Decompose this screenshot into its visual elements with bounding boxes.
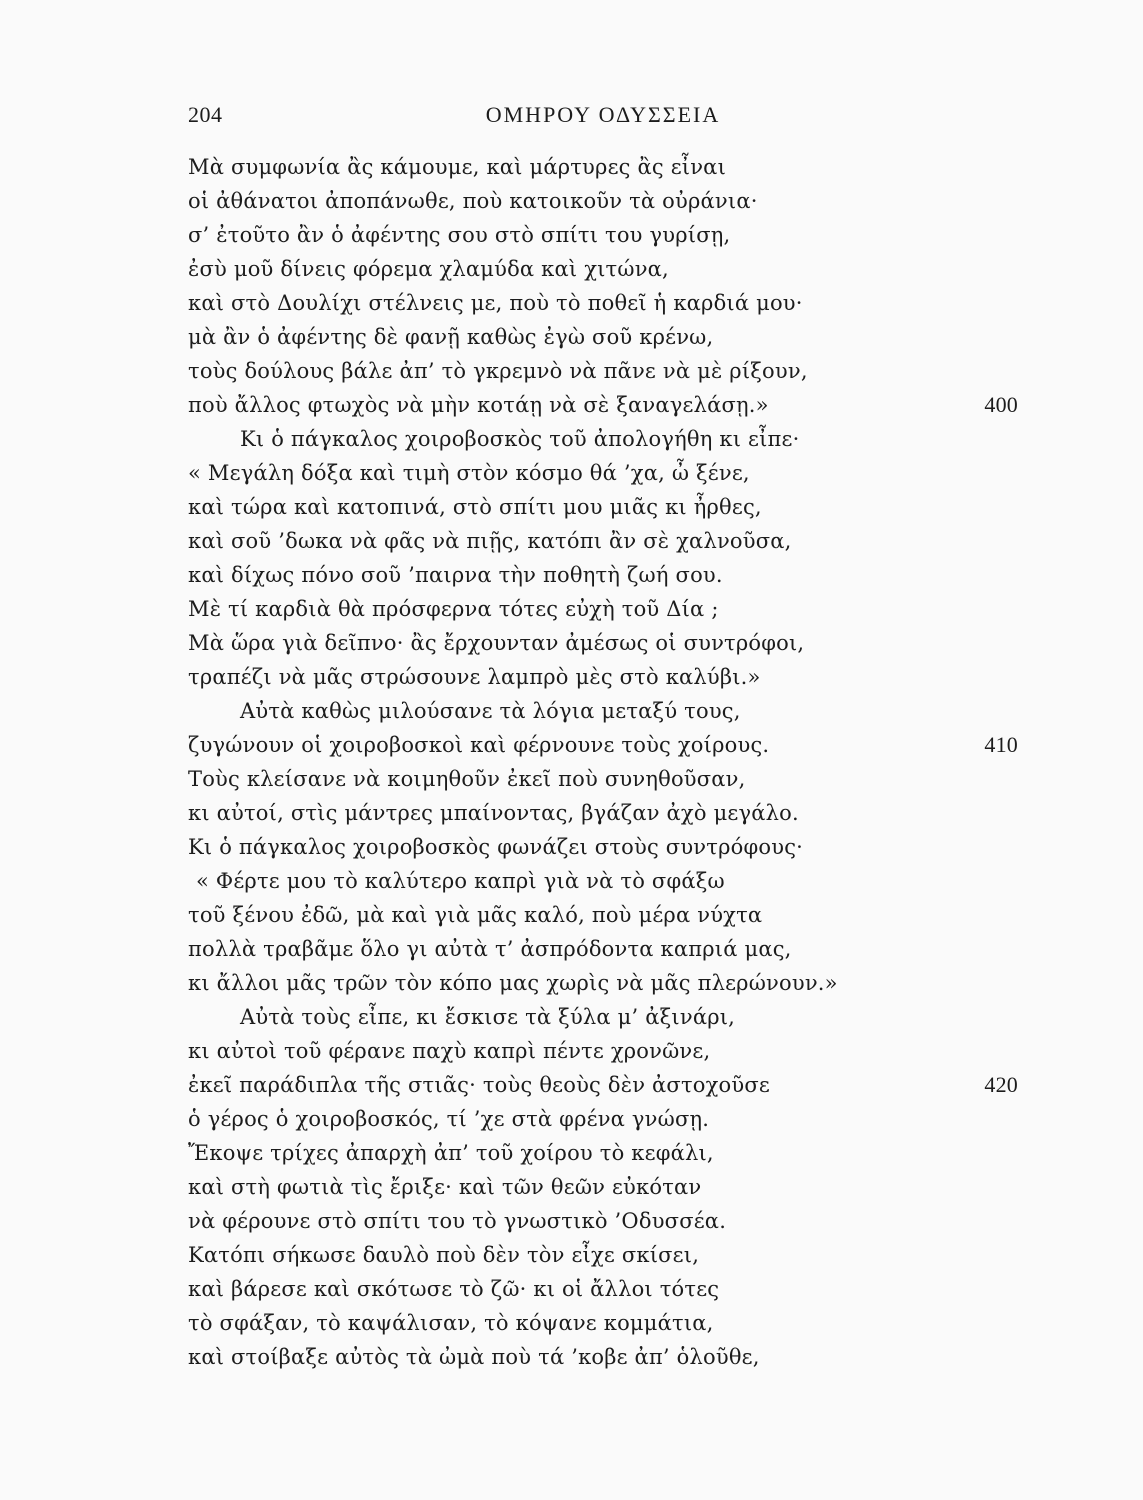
verse-text: Αὐτὰ καθὼς μιλούσανε τὰ λόγια μεταξύ τους,: [240, 699, 741, 723]
verse-line: [188, 320, 1018, 354]
verse-line: [188, 626, 1018, 660]
verse-text: Κατόπι σήκωσε δαυλὸ ποὺ δὲν τὸν εἶχε σκίσει,: [188, 1243, 700, 1267]
verse-text: Ἔκοψε τρίχες ἀπαρχὴ ἀπ’ τοῦ χοίρου τὸ κεφάλι,: [188, 1141, 714, 1165]
verse-text: ποὺ ἄλλος φτωχὸς νὰ μὴν κοτάῃ νὰ σὲ ξαναγελάσῃ.»: [188, 393, 769, 417]
running-title: ΟΜΗΡΟΥ ΟΔΥΣΣΕΙΑ: [485, 102, 721, 127]
verse-line: [188, 728, 1018, 762]
verse-text: κι αὐτοί, στὶς μάντρες μπαίνοντας, βγάζαν ἀχὸ μεγάλο.: [188, 801, 799, 825]
verse-line: [188, 796, 1018, 830]
verse-line: [188, 864, 1018, 898]
verse-line: [188, 966, 1018, 1000]
verse-text: καὶ βάρεσε καὶ σκότωσε τὸ ζῶ· κι οἱ ἄλλοι τότες: [188, 1277, 720, 1301]
page-header: [188, 102, 1018, 138]
verse-line: [188, 898, 1018, 932]
verse-text: τοῦ ξένου ἐδῶ, μὰ καὶ γιὰ μᾶς καλό, ποὺ μέρα νύχτα: [188, 903, 763, 927]
verse-text: οἱ ἀθάνατοι ἀποπάνωθε, ποὺ κατοικοῦν τὰ οὐράνια·: [188, 189, 758, 213]
verse-text: τραπέζι νὰ μᾶς στρώσουνε λαμπρὸ μὲς στὸ καλύβι.»: [188, 665, 761, 689]
verse-text: ἐσὺ μοῦ δίνεις φόρεμα χλαμύδα καὶ χιτώνα,: [188, 257, 669, 281]
verse-text: καὶ τώρα καὶ κατοπινά, στὸ σπίτι μου μιᾶς κι ἦρθες,: [188, 495, 762, 519]
verse-line: [188, 660, 1018, 694]
verse-text: μὰ ἂν ὁ ἀφέντης δὲ φανῇ καθὼς ἐγὼ σοῦ κρένω,: [188, 325, 714, 349]
verse-line: [188, 354, 1018, 388]
verse-text: τοὺς δούλους βάλε ἀπ’ τὸ γκρεμνὸ νὰ πᾶνε νὰ μὲ ρίξουν,: [188, 359, 808, 383]
verse-line: [188, 150, 1018, 184]
verse-text: Αὐτὰ τοὺς εἶπε, κι ἔσκισε τὰ ξύλα μ’ ἀξινάρι,: [240, 1005, 736, 1029]
verse-line: [188, 456, 1018, 490]
line-number: 410: [984, 732, 1018, 757]
verse-line: [188, 1136, 1018, 1170]
verse-text: Κι ὁ πάγκαλος χοιροβοσκὸς φωνάζει στοὺς συντρόφους·: [188, 835, 804, 859]
verse-line: [188, 490, 1018, 524]
verse-text: ἐκεῖ παράδιπλα τῆς στιᾶς· τοὺς θεοὺς δὲν ἀστοχοῦσε: [188, 1073, 770, 1097]
line-number: 400: [984, 392, 1018, 417]
page-number: 204: [188, 102, 223, 127]
verse-line: [188, 592, 1018, 626]
verse-line: [188, 1204, 1018, 1238]
verse-text: Μὲ τί καρδιὰ θὰ πρόσφερνα τότες εὐχὴ τοῦ Δία ;: [188, 597, 719, 621]
verse-line: [188, 388, 1018, 422]
verse-text: νὰ φέρουνε στὸ σπίτι του τὸ γνωστικὸ ’Οδυσσέα.: [188, 1209, 727, 1233]
verse-text: καὶ δίχως πόνο σοῦ ’παιρνα τὴν ποθητὴ ζωή σου.: [188, 563, 723, 587]
verse-text: σ’ ἐτοῦτο ἂν ὁ ἀφέντης σου στὸ σπίτι του γυρίσῃ,: [188, 223, 731, 247]
verse-line: [188, 184, 1018, 218]
verse-text: ὁ γέρος ὁ χοιροβοσκός, τί ’χε στὰ φρένα γνώσῃ.: [188, 1107, 710, 1131]
verse-line: [188, 932, 1018, 966]
verse-text: τὸ σφάξαν, τὸ καψάλισαν, τὸ κόψανε κομμάτια,: [188, 1311, 714, 1335]
verse-line: [188, 422, 1018, 456]
verse-text: « Φέρτε μου τὸ καλύτερο καπρὶ γιὰ νὰ τὸ σφάξω: [196, 869, 725, 893]
verse-line: [188, 558, 1018, 592]
verse-text: καὶ στοίβαξε αὐτὸς τὰ ὠμὰ ποὺ τά ’κοβε ἀπ’ ὁλοῦθε,: [188, 1345, 760, 1369]
verse-line: [188, 252, 1018, 286]
verse-text: πολλὰ τραβᾶμε ὅλο γι αὐτὰ τ’ ἀσπρόδοντα καπριά μας,: [188, 937, 792, 961]
line-number: 420: [984, 1072, 1018, 1097]
verse-text: κι αὐτοὶ τοῦ φέρανε παχὺ καπρὶ πέντε χρονῶνε,: [188, 1039, 711, 1063]
verse-line: [188, 1170, 1018, 1204]
verse-text: Μὰ ὥρα γιὰ δεῖπνο· ἂς ἔρχουνταν ἀμέσως οἱ συντρόφοι,: [188, 631, 805, 655]
verse-text: κι ἄλλοι μᾶς τρῶν τὸν κόπο μας χωρὶς νὰ μᾶς πλερώνουν.»: [188, 971, 838, 995]
verse-line: [188, 830, 1018, 864]
verse-line: [188, 694, 1018, 728]
verse-text: Τοὺς κλείσανε νὰ κοιμηθοῦν ἐκεῖ ποὺ συνηθοῦσαν,: [188, 767, 746, 791]
verse-text: Κι ὁ πάγκαλος χοιροβοσκὸς τοῦ ἀπολογήθη κι εἶπε·: [240, 427, 800, 451]
verse-text: Μὰ συμφωνία ἂς κάμουμε, καὶ μάρτυρες ἂς εἶναι: [188, 155, 726, 179]
verse-block: [188, 150, 1018, 1374]
verse-line: [188, 524, 1018, 558]
verse-text: ζυγώνουν οἱ χοιροβοσκοὶ καὶ φέρνουνε τοὺς χοίρους.: [188, 733, 770, 757]
verse-line: [188, 1102, 1018, 1136]
verse-text: καὶ στὴ φωτιὰ τὶς ἔριξε· καὶ τῶν θεῶν εὐκόταν: [188, 1175, 702, 1199]
verse-line: [188, 1000, 1018, 1034]
verse-line: [188, 1340, 1018, 1374]
verse-line: [188, 1272, 1018, 1306]
verse-line: [188, 762, 1018, 796]
verse-line: [188, 1238, 1018, 1272]
verse-line: [188, 1068, 1018, 1102]
verse-line: [188, 1306, 1018, 1340]
verse-text: καὶ στὸ Δουλίχι στέλνεις με, ποὺ τὸ ποθεῖ ἡ καρδιά μου·: [188, 291, 803, 315]
verse-line: [188, 218, 1018, 252]
verse-line: [188, 286, 1018, 320]
verse-line: [188, 1034, 1018, 1068]
verse-text: καὶ σοῦ ’δωκα νὰ φᾶς νὰ πιῇς, κατόπι ἂν σὲ χαλνοῦσα,: [188, 529, 792, 553]
verse-text: « Μεγάλη δόξα καὶ τιμὴ στὸν κόσμο θά ’χα, ὦ ξένε,: [188, 461, 750, 485]
